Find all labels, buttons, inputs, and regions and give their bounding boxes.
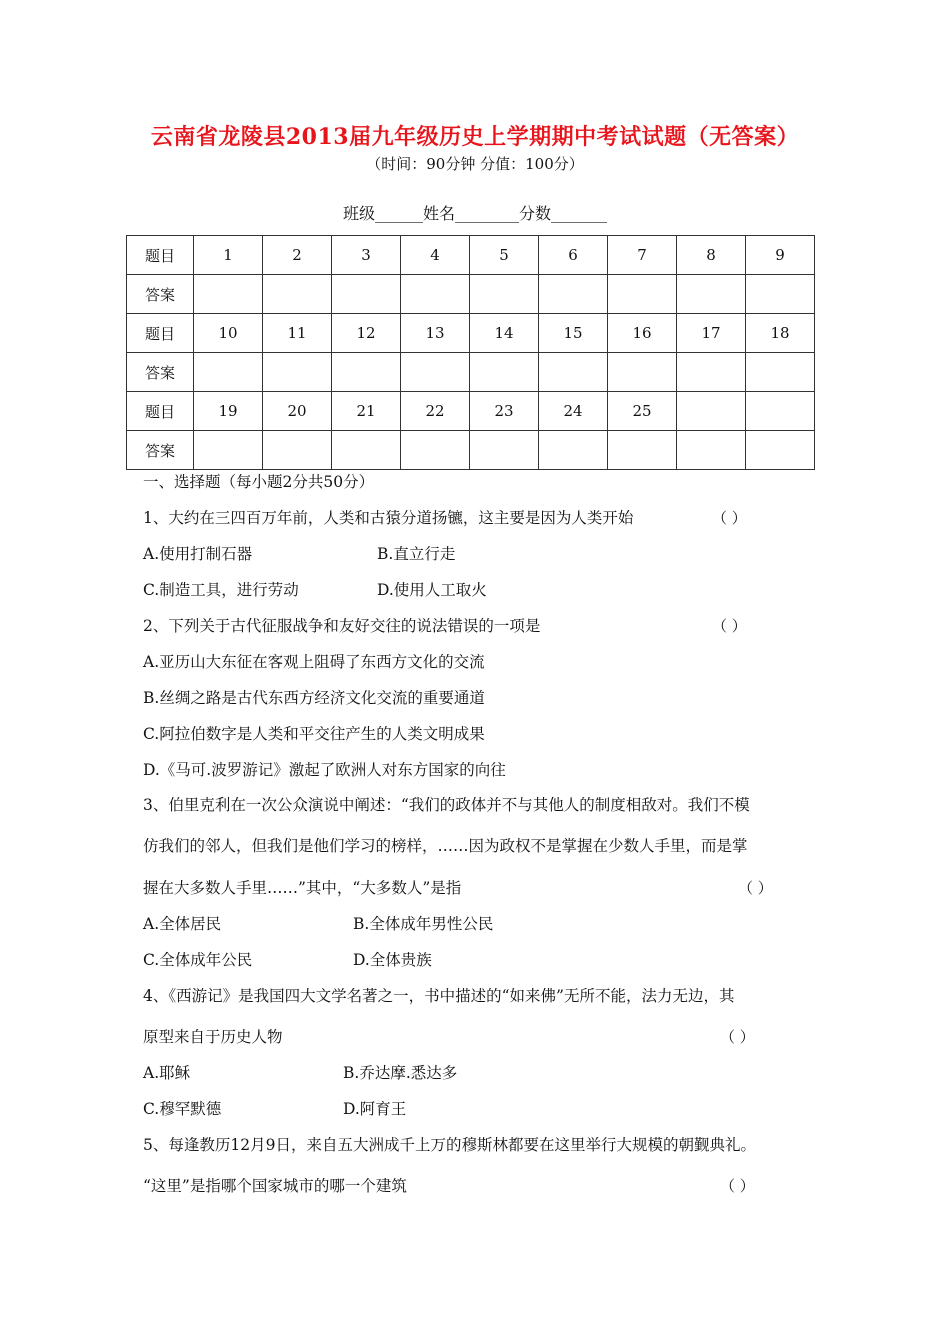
answer-cell[interactable]: [332, 275, 401, 314]
question-number-cell: 8: [677, 236, 746, 275]
row-label-question: 题目: [127, 392, 194, 431]
answer-cell[interactable]: [470, 431, 539, 470]
answer-cell[interactable]: [677, 275, 746, 314]
answer-cell[interactable]: [608, 275, 677, 314]
question-1-answer-blank: （ ）: [712, 509, 747, 527]
answer-cell[interactable]: [470, 275, 539, 314]
question-number-cell: 2: [263, 236, 332, 275]
answer-cell[interactable]: [608, 353, 677, 392]
question-3-option-c[interactable]: C.全体成年公民: [143, 951, 253, 969]
answer-cell[interactable]: [539, 353, 608, 392]
question-number-cell: 19: [194, 392, 263, 431]
answer-cell[interactable]: [539, 431, 608, 470]
answer-cell[interactable]: [470, 353, 539, 392]
section-heading: 一、选择题（每小题2分共50分）: [143, 473, 375, 491]
question-4-option-b[interactable]: B.乔达摩.悉达多: [343, 1064, 458, 1082]
question-5-answer-blank: （ ）: [720, 1177, 755, 1195]
answer-cell[interactable]: [401, 353, 470, 392]
answer-cell[interactable]: [332, 353, 401, 392]
question-3-option-b[interactable]: B.全体成年男性公民: [353, 915, 494, 933]
table-row-question: [127, 236, 815, 275]
row-label-answer: 答案: [127, 353, 194, 392]
question-number-cell: [677, 392, 746, 431]
table-row-answer: [127, 275, 815, 314]
answer-cell[interactable]: [746, 353, 815, 392]
exam-title: 云南省龙陵县2013届九年级历史上学期期中考试试题（无答案）: [150, 124, 800, 150]
answer-cell[interactable]: [194, 353, 263, 392]
question-number-cell: 21: [332, 392, 401, 431]
row-label-question: 题目: [127, 236, 194, 275]
question-number-cell: 3: [332, 236, 401, 275]
question-number-cell: 10: [194, 314, 263, 353]
question-5-stem-line-1: 5、每逢教历12月9日，来自五大洲成千上万的穆斯林都要在这里举行大规模的朝觐典礼。: [143, 1136, 756, 1154]
question-4-option-c[interactable]: C.穆罕默德: [143, 1100, 222, 1118]
question-3-stem-line-3: 握在大多数人手里……”其中，“大多数人”是指: [143, 879, 462, 897]
row-label-answer: 答案: [127, 431, 194, 470]
question-4-option-a[interactable]: A.耶稣: [143, 1064, 191, 1082]
question-number-cell: 5: [470, 236, 539, 275]
question-number-cell: 6: [539, 236, 608, 275]
exam-subtitle: （时间：90分钟 分值：100分）: [366, 155, 584, 173]
question-number-cell: 12: [332, 314, 401, 353]
question-number-cell: 18: [746, 314, 815, 353]
question-2-option-d[interactable]: D.《马可.波罗游记》激起了欧洲人对东方国家的向往: [143, 761, 506, 779]
table-row-question: [127, 314, 815, 353]
answer-cell[interactable]: [677, 353, 746, 392]
question-number-cell: 9: [746, 236, 815, 275]
question-number-cell: 4: [401, 236, 470, 275]
question-number-cell: 25: [608, 392, 677, 431]
question-number-cell: 14: [470, 314, 539, 353]
table-row-answer: [127, 431, 815, 470]
question-1-option-b[interactable]: B.直立行走: [377, 545, 456, 563]
table-row-question: [127, 392, 815, 431]
question-4-answer-blank: （ ）: [720, 1028, 755, 1046]
question-4-stem-line-2: 原型来自于历史人物: [143, 1028, 283, 1046]
question-2-stem: 2、下列关于古代征服战争和友好交往的说法错误的一项是: [143, 617, 541, 635]
question-number-cell: 16: [608, 314, 677, 353]
answer-cell[interactable]: [332, 431, 401, 470]
question-number-cell: 15: [539, 314, 608, 353]
answer-cell[interactable]: [677, 431, 746, 470]
question-3-answer-blank: （ ）: [738, 879, 773, 897]
student-info-line: 班级______姓名________分数_______: [342, 204, 607, 223]
question-4-option-d[interactable]: D.阿育王: [343, 1100, 407, 1118]
question-2-answer-blank: （ ）: [712, 617, 747, 635]
question-1-option-c[interactable]: C.制造工具，进行劳动: [143, 581, 299, 599]
question-3-stem-line-2: 仿我们的邻人，但我们是他们学习的榜样，……因为政权不是掌握在少数人手里，而是掌: [143, 837, 748, 855]
question-3-option-d[interactable]: D.全体贵族: [353, 951, 432, 969]
question-1-option-a[interactable]: A.使用打制石器: [143, 545, 253, 563]
question-number-cell: 24: [539, 392, 608, 431]
answer-cell[interactable]: [263, 353, 332, 392]
answer-cell[interactable]: [401, 275, 470, 314]
answer-cell[interactable]: [401, 431, 470, 470]
question-number-cell: 20: [263, 392, 332, 431]
question-number-cell: 23: [470, 392, 539, 431]
row-label-question: 题目: [127, 314, 194, 353]
answer-table: [126, 235, 815, 470]
question-2-option-c[interactable]: C.阿拉伯数字是人类和平交往产生的人类文明成果: [143, 725, 485, 743]
answer-cell[interactable]: [194, 431, 263, 470]
question-number-cell: 22: [401, 392, 470, 431]
question-3-option-a[interactable]: A.全体居民: [143, 915, 222, 933]
answer-cell[interactable]: [194, 275, 263, 314]
answer-cell[interactable]: [746, 275, 815, 314]
question-5-stem-line-2: “这里”是指哪个国家城市的哪一个建筑: [143, 1177, 407, 1195]
table-row-answer: [127, 353, 815, 392]
question-number-cell: 7: [608, 236, 677, 275]
question-number-cell: 1: [194, 236, 263, 275]
answer-cell[interactable]: [746, 431, 815, 470]
question-2-option-b[interactable]: B.丝绸之路是古代东西方经济文化交流的重要通道: [143, 689, 485, 707]
answer-cell[interactable]: [263, 431, 332, 470]
question-number-cell: 13: [401, 314, 470, 353]
question-number-cell: 17: [677, 314, 746, 353]
row-label-answer: 答案: [127, 275, 194, 314]
answer-cell[interactable]: [539, 275, 608, 314]
answer-cell[interactable]: [608, 431, 677, 470]
question-2-option-a[interactable]: A.亚历山大东征在客观上阻碍了东西方文化的交流: [143, 653, 485, 671]
question-number-cell: 11: [263, 314, 332, 353]
question-number-cell: [746, 392, 815, 431]
question-4-stem-line-1: 4、《西游记》是我国四大文学名著之一，书中描述的“如来佛”无所不能，法力无边，其: [143, 987, 735, 1005]
answer-cell[interactable]: [263, 275, 332, 314]
question-3-stem-line-1: 3、伯里克利在一次公众演说中阐述：“我们的政体并不与其他人的制度相敌对。我们不模: [143, 796, 750, 814]
question-1-stem: 1、大约在三四百万年前，人类和古猿分道扬镳，这主要是因为人类开始: [143, 509, 634, 527]
question-1-option-d[interactable]: D.使用人工取火: [377, 581, 487, 599]
